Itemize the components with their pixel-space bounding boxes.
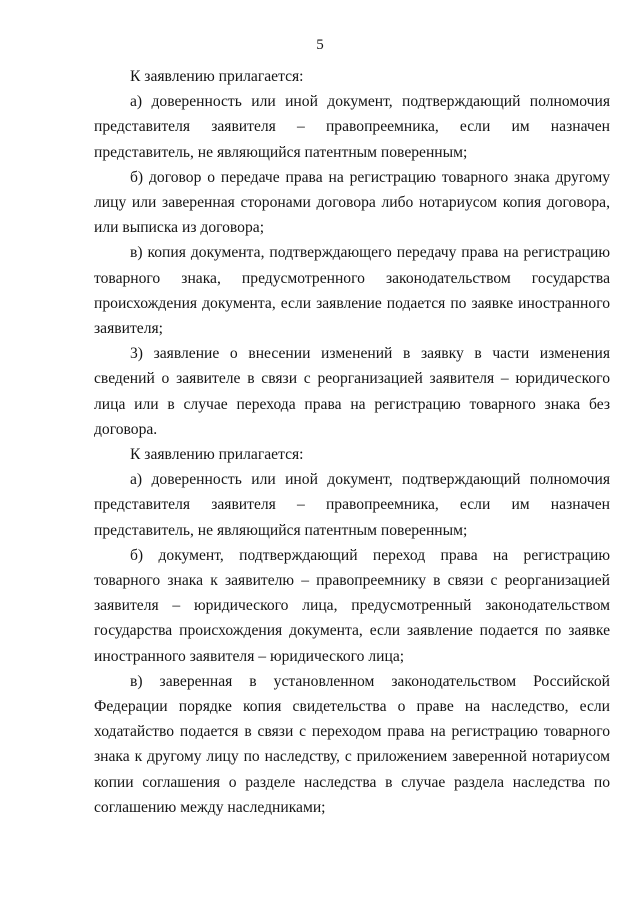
document-body	[94, 64, 610, 820]
paragraph-item-a-2: а) доверенность или иной документ, подтверждающий полномочия представителя заявителя – правопреемника, если им назначен представитель, не являющийся патентным поверенным;	[94, 471, 610, 539]
paragraph-item-a-1: а) доверенность или иной документ, подтверждающий полномочия представителя заявителя – правопреемника, если им назначен представитель, не являющийся патентным поверенным;	[94, 93, 610, 161]
paragraph-item-v-2: в) заверенная в установленном законодательством Российской Федерации порядке копия свидетельства о праве на наследство, если ходатайство подается в связи с переходом права на регистрацию товарного знака к другому лицу по наследству, с приложением заверенной нотариусом копии соглашения о разделе наследства в случае раздела наследства по соглашению между наследниками;	[94, 672, 610, 816]
paragraph-attachments-heading-2: К заявлению прилагается:	[130, 446, 304, 464]
page-number: 5	[316, 37, 324, 53]
paragraph-clause-3: 3) заявление о внесении изменений в заявку в части изменения сведений о заявителе в связи с реорганизацией заявителя – юридического лица или в случае перехода права на регистрацию товарного знака без договора.	[94, 345, 610, 438]
paragraph-item-v-1: в) копия документа, подтверждающего передачу права на регистрацию товарного знака, предусмотренного законодательством государства происхождения документа, если заявление подается по заявке иностранного заявителя;	[94, 244, 610, 338]
paragraph-item-b-2: б) документ, подтверждающий переход права на регистрацию товарного знака к заявителю – правопреемнику в связи с реорганизацией заявителя – юридического лица, предусмотренный законодательством государства происхождения документа, если заявление подается по заявке иностранного заявителя – юридического лица;	[94, 546, 610, 665]
paragraph-item-b-1: б) договор о передаче права на регистрацию товарного знака другому лицу или заверенная сторонами договора либо нотариусом копия договора, или выписка из договора;	[94, 168, 610, 237]
paragraph-attachments-heading-1: К заявлению прилагается:	[130, 68, 304, 85]
